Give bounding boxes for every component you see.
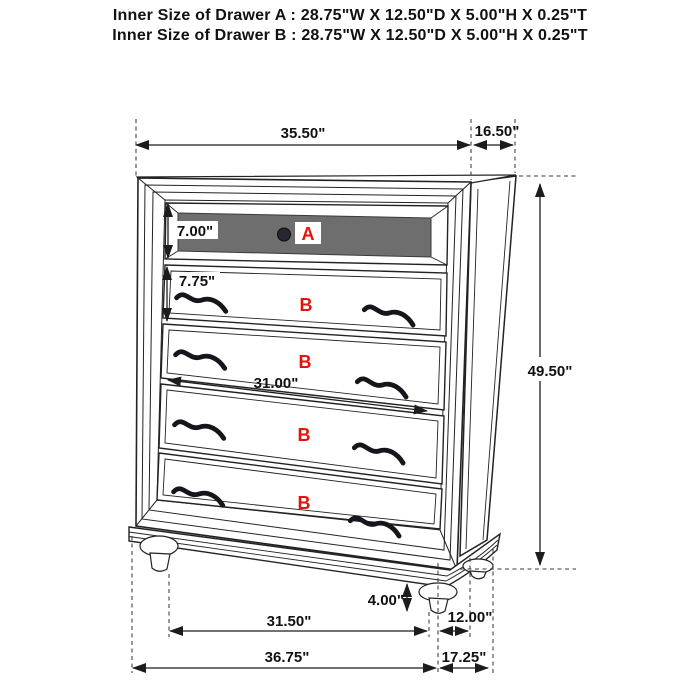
dim-foot-span-width (170, 613, 427, 631)
drawer-b3-label: B (297, 425, 311, 445)
dim-overall-height (521, 184, 579, 565)
dim-base-depth-label: 17.25" (441, 649, 487, 666)
dim-top-width-label: 35.50" (280, 125, 326, 142)
drawer-b-spec-line: Inner Size of Drawer B : 28.75"W X 12.50"D X 5.00"H X 0.25"T (112, 27, 588, 44)
dim-drawer-a-height-label: 7.00" (176, 223, 214, 240)
dim-foot-height (368, 584, 407, 611)
dim-top-depth (474, 123, 519, 145)
dim-foot-span-width-label: 31.50" (266, 613, 312, 630)
drawer-b2-label: B (298, 352, 312, 372)
dim-drawer-opening-width-label: 31.00" (253, 375, 299, 392)
dim-top-depth-label: 16.50" (474, 123, 520, 140)
chest-drawing (129, 175, 516, 613)
dim-base-depth (440, 649, 488, 668)
dim-foot-height-label: 4.00" (367, 592, 404, 609)
dim-drawer-b-height-label: 7.75" (178, 273, 216, 290)
dim-foot-span-depth-label: 12.00" (447, 609, 493, 626)
dim-top-width (136, 125, 470, 145)
drawer-b1-label: B (299, 295, 313, 315)
dim-foot-span-depth (440, 609, 492, 631)
foot-front-left (140, 536, 178, 571)
dim-base-width (133, 649, 436, 668)
drawer-a-label: A (301, 224, 315, 244)
dim-base-width-label: 36.75" (264, 649, 310, 666)
drawer-spec-header (0, 6, 700, 46)
dim-overall-height-label: 49.50" (527, 363, 573, 380)
drawer-b4-label: B (297, 493, 311, 513)
drawer-a-spec-line: Inner Size of Drawer A : 28.75"W X 12.50"D X 5.00"H X 0.25"T (112, 7, 588, 24)
drawer-a-knob[interactable] (278, 228, 291, 241)
